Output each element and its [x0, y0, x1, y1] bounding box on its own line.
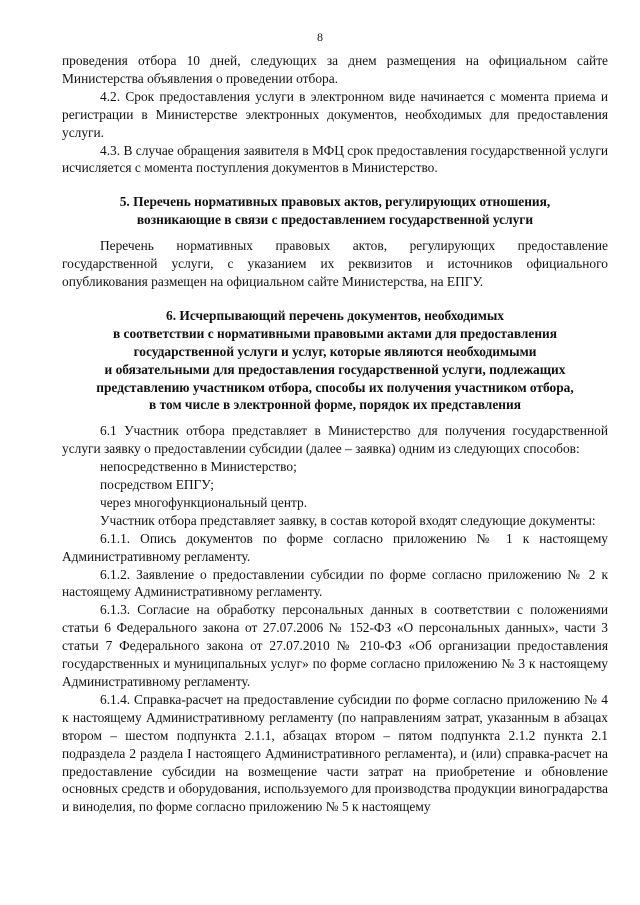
- section-6-heading-line: государственной услуги и услуг, которые являются необходимыми: [133, 343, 537, 359]
- paragraph-6-1-4: 6.1.4. Справка-расчет на предоставление субсидии по форме согласно приложению № 4 к настоящему Административному регламенту (по направлениям затрат, указанным в абзацах втором – шестом подпункта 2.1.1, абзацах втором – пятом подпункта 2.1.2 пункта 2.1 подраздела 2 раздела I настоящего Административного регламента), и (или) справка-расчет на предоставление субсидии на возмещение части затрат на приобретение и обновление основных средств и оборудования, используемого для производства продукции виноградарства и виноделия, по форме согласно приложению № 5 к настоящему: [62, 691, 608, 815]
- paragraph-6-1-2: 6.1.2. Заявление о предоставлении субсидии по форме согласно приложению № 2 к настоящему Административному регламенту.: [62, 566, 608, 600]
- paragraph-4-3: 4.3. В случае обращения заявителя в МФЦ срок предоставления государственной услуги исчисляется с момента поступления документов в Министерство.: [62, 142, 608, 176]
- document-body: [62, 52, 608, 816]
- section-6-heading-line: 6. Исчерпывающий перечень документов, необходимых: [166, 307, 504, 323]
- paragraph-6-1-1: 6.1.1. Опись документов по форме согласно приложению № 1 к настоящему Административному регламенту.: [62, 530, 608, 564]
- paragraph-section-5-body: Перечень нормативных правовых актов, регулирующих предоставление государственной услуги, с указанием их реквизитов и источников официального опубликования размещен на официальном сайте Министерства, на ЕПГУ.: [62, 238, 608, 289]
- section-5-heading: [62, 193, 608, 229]
- list-item-method: непосредственно в Министерство;: [100, 459, 297, 475]
- paragraph-6-1: 6.1 Участник отбора представляет в Министерство для получения государственной услуги заявку о предоставлении субсидии (далее – заявка) одним из следующих способов:: [62, 423, 608, 457]
- section-6-heading: [62, 307, 608, 414]
- section-5-heading-line: возникающие в связи с предоставлением государственной услуги: [136, 212, 534, 228]
- section-6-heading-line: представлению участником отбора, способы их получения участником отбора,: [96, 379, 574, 395]
- section-6-heading-line: и обязательными для предоставления государственной услуги, подлежащих: [104, 361, 566, 377]
- page-number: 8: [317, 30, 323, 44]
- section-6-heading-line: в соответствии с нормативными правовыми актами для предоставления: [112, 325, 558, 341]
- paragraph-6-1-3: 6.1.3. Согласие на обработку персональных данных в соответствии с положениями статьи 6 Федерального закона от 27.07.2006 № 152-ФЗ «О персональных данных», части 3 статьи 7 Федерального закона от 27.07.2010 № 210-ФЗ «Об организации предоставления государственных и муниципальных услуг» по форме согласно приложению № 3 к настоящему Административному регламенту.: [62, 602, 608, 689]
- paragraph-continuation: проведения отбора 10 дней, следующих за днем размещения на официальном сайте Министерства объявления о проведении отбора.: [62, 53, 608, 86]
- section-5-heading-line: 5. Перечень нормативных правовых актов, регулирующих отношения,: [119, 194, 551, 210]
- paragraph-4-2: 4.2. Срок предоставления услуги в электронном виде начинается с момента приема и регистрации в Министерстве электронных документов, необходимых для предоставления услуги.: [62, 88, 608, 140]
- section-6-heading-line: в том числе в электронной форме, порядок их представления: [149, 397, 521, 413]
- list-item-method: посредством ЕПГУ;: [100, 477, 214, 493]
- paragraph-application-docs: Участник отбора представляет заявку, в состав которой входят следующие документы:: [100, 512, 596, 528]
- list-item-method: через многофункциональный центр.: [100, 494, 308, 510]
